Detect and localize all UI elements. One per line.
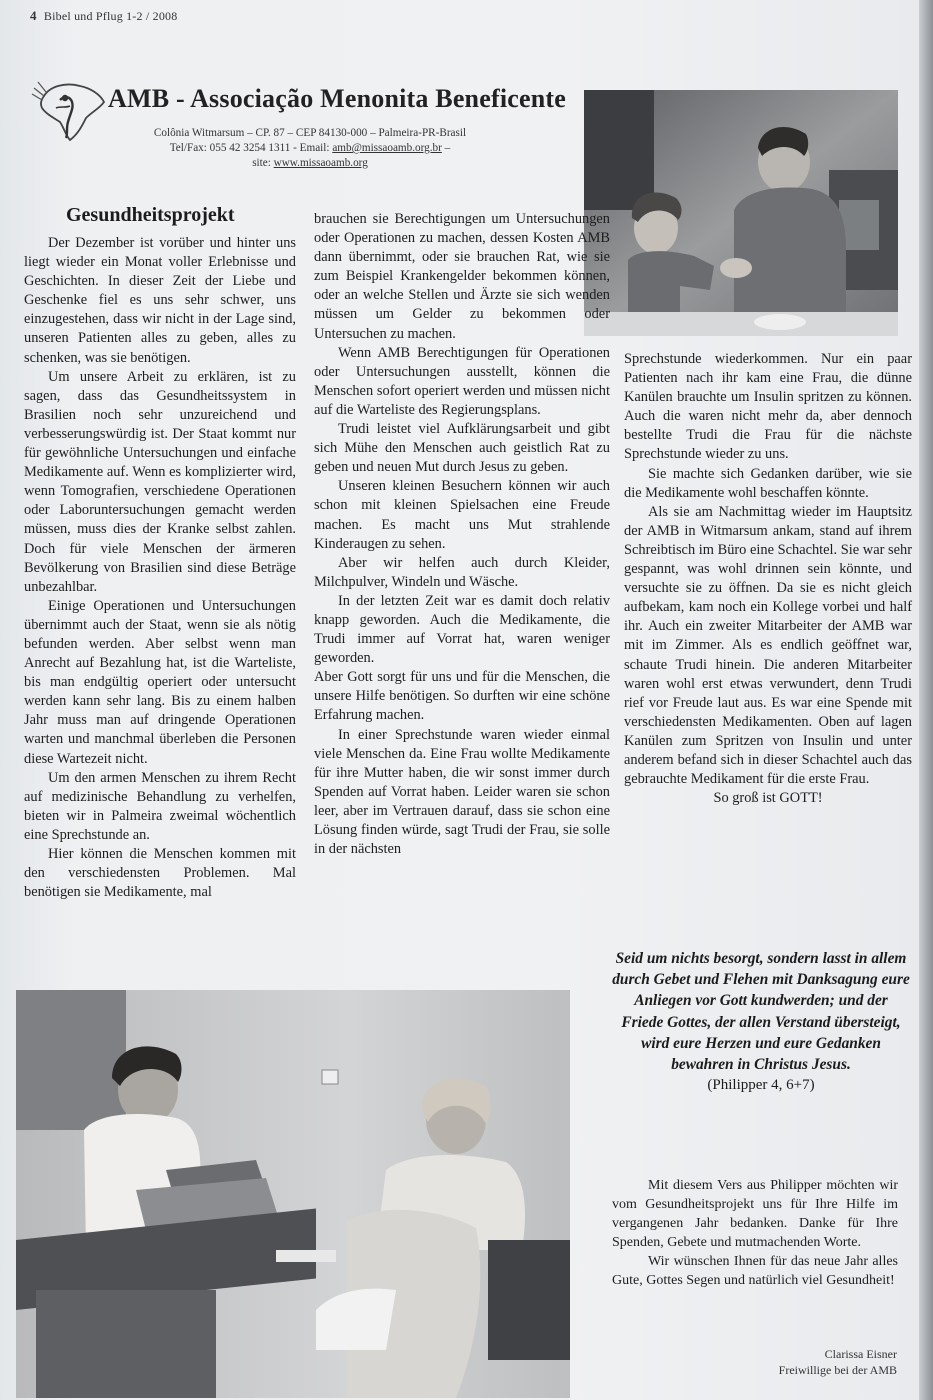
email-link[interactable]: amb@missaoamb.org.br — [332, 142, 442, 154]
col2-paragraph: Unseren kleinen Besuchern können wir auch schon mit kleinen Spielsachen eine Freude machen. Es macht uns Mut strahlende Kinderaugen zu sehen. — [314, 478, 610, 552]
col3-paragraph: So groß ist GOTT! — [713, 790, 823, 807]
signature-name: Clarissa Eisner — [824, 1347, 897, 1361]
verse-text: Seid um nichts besorgt, sondern lasst in allem durch Gebet und Flehen mit Danksagung eure Anliegen vor Gott kundwerden; und der Friede Gottes, der allen Verstand übersteigt, wird eure Herzen und eure Gedanken bewahren in Christus Jesus. — [612, 950, 910, 1074]
col2-paragraph: Aber Gott sorgt für uns und für die Menschen, die unsere Hilfe benötigen. So durften wir eine schöne Erfahrung machen. — [314, 669, 610, 724]
col2-paragraph: Aber wir helfen auch durch Kleider, Milchpulver, Windeln und Wäsche. — [314, 554, 610, 590]
col2-paragraph: In einer Sprechstunde waren wieder einmal viele Menschen da. Eine Frau wollte Medikamente für ihre Mutter haben, die wir sonst immer durch Spenden auf Vorrat haben. Leider waren sie schon leer, aber im Vertrauen darauf, dass sie schon eine Lösung finden würde, sagt Trudi der Frau, sie solle in der nächsten — [314, 726, 610, 858]
article-title: Gesundheitsprojekt — [66, 204, 235, 226]
closing-paragraph: Wir wünschen Ihnen für das neue Jahr alles Gute, Gottes Segen und natürlich viel Gesundheit! — [612, 1254, 898, 1288]
col1-paragraph: Der Dezember ist vorüber und hinter uns liegt wieder ein Monat voller Erlebnisse und Geschichten. In dieser Zeit der Liebe und Geschenke fiel es uns sehr schwer, uns einzugestehen, dass wir nicht in der Lage sind, unseren Patienten alles zu geben, alles zu schenken, was sie benötigen. — [24, 235, 296, 366]
col3-paragraph: Sie machte sich Gedanken darüber, wie sie die Medikamente wohl beschaffen könnte. — [624, 465, 912, 501]
address-line: Colônia Witmarsum – CP. 87 – CEP 84130-000 – Palmeira-PR-Brasil — [153, 127, 467, 139]
page-spine-shadow — [919, 0, 933, 1400]
website-link[interactable]: www.missaoamb.org — [273, 157, 368, 169]
email-suffix: – — [441, 142, 451, 154]
col2-paragraph: In der letzten Zeit war es damit doch relativ knapp geworden. Auch die Medikamente, die Trudi immer auf Vorrat hat, waren weniger geworden. — [314, 592, 610, 667]
photo-woman-with-child — [584, 90, 898, 336]
col1-paragraph: Einige Operationen und Untersuchungen übernimmt auch der Staat, wenn sie als nötig befunden werden. Aber selbst wenn man Anrecht auf Bezahlung hat, ist die Warteliste, bis man endgültig operiert oder untersucht werden kann sehr lang. Bis zu einem halben Jahr muss man auf dringende Operationen warten und manchmal überleben die Personen diese Wartezeit nicht. — [24, 597, 296, 767]
col3-paragraph: Sprechstunde wiederkommen. Nur ein paar Patienten nach ihr kam eine Frau, die dünne Kanülen brauchte um Insulin spritzen zu können. Auch die waren nicht mehr da, aber dennoch bestellte Trudi die Frau für die nächste Sprechstunde wieder zu uns. — [624, 351, 912, 463]
col1-paragraph: Um unsere Arbeit zu erklären, ist zu sagen, dass das Gesundheitssystem in Brasilien noch sehr unzureichend und verbesserungswürdig ist. Der Staat kommt nur für gewöhnliche Untersuchungen und einfache Medikamente auf. Wenn es komplizierter wird, wenn Tomografien, verschiedene Operationen oder Laboruntersuchungen gemacht werden müssen, muss dies der Kranke selbst zahlen. Doch für viele Menschen der ärmeren Bevölkerung von Brasilien sind diese Beträge unbezahlbar. — [24, 368, 296, 595]
organization-title: AMB - Associação Menonita Beneficente — [108, 84, 566, 113]
closing-paragraph: Mit diesem Vers aus Philipper möchten wir vom Gesundheitsprojekt uns für Ihre Hilfe im vergangenen Jahr bedanken. Danke für Ihre Spenden, Gebete und mutmachenden Worte. — [612, 1178, 898, 1250]
contact-block — [110, 126, 510, 171]
page-number: 4 — [30, 8, 37, 23]
publication-name: Bibel und Pflug 1-2 / 2008 — [43, 9, 178, 23]
site-prefix: site: — [252, 157, 274, 169]
photo-consultation-desk — [16, 990, 570, 1398]
article-column-1 — [24, 234, 296, 902]
col2-paragraph: brauchen sie Berechtigungen um Untersuchungen oder Operationen zu machen, dessen Kosten AMB dann übernimmt, oder sie brauchen Rat, wie sie zum Beispiel Krankengelder bekommen können, oder an welche Stellen und Ärzte sie sich wenden müssen um Gelder zu bekommen oder Untersuchen zu machen. — [314, 211, 610, 342]
verse-reference: (Philipper 4, 6+7) — [707, 1077, 815, 1094]
col1-paragraph: Um den armen Menschen zu ihrem Recht auf medizinische Behandlung zu verhelfen, bieten wir in Palmeira zweimal wöchentlich eine Sprechstunde an. — [24, 769, 296, 843]
article-column-3 — [624, 350, 912, 808]
bible-verse — [612, 948, 910, 1096]
signature-role: Freiwillige bei der AMB — [778, 1363, 897, 1377]
col2-paragraph: Wenn AMB Berechtigungen für Operationen oder Untersuchungen ausstellt, können die Menschen sofort operiert werden und müssen nicht auf die Warteliste des Regierungsplans. — [314, 344, 610, 418]
article-column-2 — [314, 210, 610, 859]
col1-paragraph: Hier können die Menschen kommen mit den verschiedensten Problemen. Mal benötigen sie Medikamente, mal — [24, 846, 296, 901]
signature-block — [779, 1346, 897, 1378]
page-header — [30, 8, 177, 24]
col3-paragraph: Als sie am Nachmittag wieder im Hauptsitz der AMB in Witmarsum ankam, stand auf ihrem Schreibtisch im Büro eine Schachtel. Sie war sehr gespannt, was wohl drinnen sein könnte, und versuchte sie zu öffnen. Da sie es nicht gleich aufbekam, kam noch ein Kollege vorbei und half ihr. Auch ein zweiter Mitarbeiter der AMB war mit im Zimmer. Als es endlich geöffnet war, schaute Trudi hinein. Die anderen Mitarbeiter waren wohl erst etwas verwundert, denn Trudi rief vor Freude laut aus. Es war eine Spende mit verschiedensten Medikamenten. Oben auf lagen Kanülen zum Spritzen von Insulin und unter anderem befand sich in dieser Schachtel auch das gebrauchte Medikament für die erste Frau. — [624, 503, 912, 788]
site-line — [110, 156, 510, 171]
col2-paragraph: Trudi leistet viel Aufklärungsarbeit und gibt sich Mühe den Menschen auch geistlich Rat zu geben und neuen Mut durch Jesus zu geben. — [314, 421, 610, 476]
telfax-text: Tel/Fax: 055 42 3254 1311 - Email: — [169, 142, 333, 154]
telfax-line — [110, 141, 510, 156]
closing-text — [612, 1176, 898, 1290]
amb-logo-icon — [30, 78, 108, 148]
